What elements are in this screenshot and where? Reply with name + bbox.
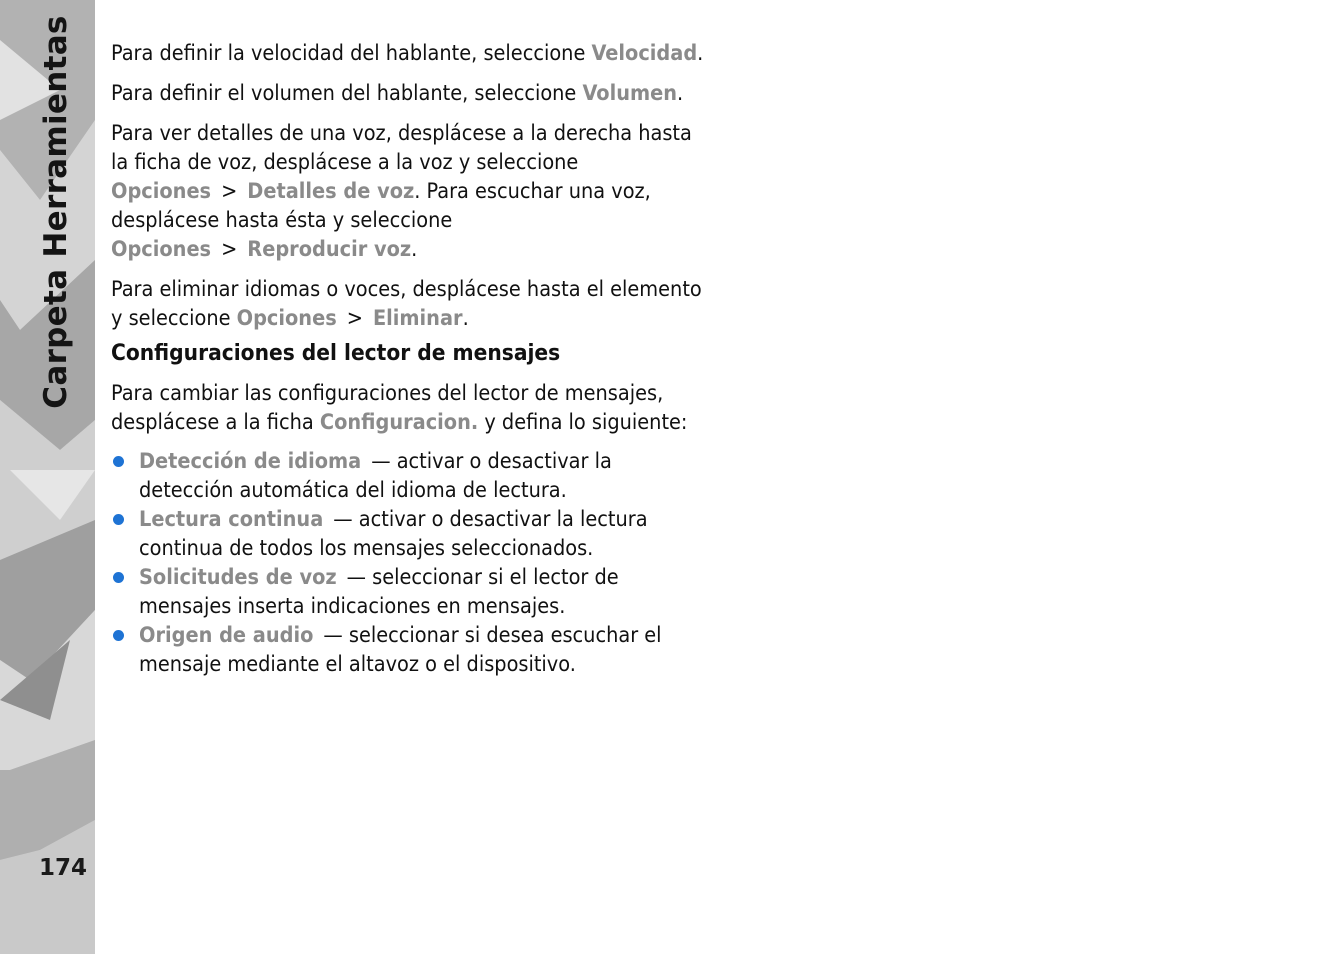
paragraph-text: Para definir la velocidad del hablante, seleccione (111, 41, 592, 66)
paragraph-text: y defina lo siguiente: (478, 410, 688, 435)
paragraph-intro (111, 379, 711, 437)
setting-description: — seleccionar si el lector de mensajes inserta indicaciones en mensajes. (139, 565, 619, 619)
section-heading: Configuraciones del lector de mensajes (111, 340, 561, 366)
setting-term: Lectura continua (139, 507, 324, 532)
sidebar (0, 0, 95, 954)
setting-description: — activar o desactivar la detección automática del idioma de lectura. (139, 449, 612, 503)
menu-separator: > (221, 237, 238, 262)
paragraph-details (111, 119, 711, 264)
paragraph-delete (111, 275, 711, 333)
paragraph-text: Para eliminar idiomas o voces, desplácese hasta el elemento y seleccione (111, 277, 702, 331)
punctuation: . (411, 237, 418, 262)
keyword-eliminar: Eliminar (372, 306, 463, 331)
main-content (111, 39, 711, 679)
keyword-opciones: Opciones (111, 179, 212, 204)
menu-separator: > (346, 306, 363, 331)
setting-term: Origen de audio (139, 623, 314, 648)
keyword-configuracion: Configuracion. (319, 410, 479, 435)
bullet-icon (113, 630, 124, 641)
keyword-velocidad: Velocidad (591, 41, 698, 66)
keyword-detalles-de-voz: Detalles de voz (247, 179, 415, 204)
paragraph-text: . Para escuchar una voz, desplácese hasta ésta y seleccione (111, 179, 651, 233)
keyword-opciones: Opciones (236, 306, 337, 331)
punctuation: . (697, 41, 704, 66)
setting-description: — activar o desactivar la lectura continua de todos los mensajes seleccionados. (139, 507, 648, 561)
paragraph-text: Para ver detalles de una voz, desplácese a la derecha hasta la ficha de voz, desplácese a la voz y seleccione (111, 121, 692, 175)
page-number: 174 (39, 855, 88, 881)
list-item (111, 505, 711, 563)
punctuation: . (462, 306, 469, 331)
paragraph-text: Para cambiar las configuraciones del lector de mensajes, desplácese a la ficha (111, 381, 664, 435)
punctuation: . (677, 81, 684, 106)
paragraph-volume (111, 79, 711, 108)
bullet-icon (113, 572, 124, 583)
bullet-icon (113, 514, 124, 525)
setting-description: — seleccionar si desea escuchar el mensaje mediante el altavoz o el dispositivo. (139, 623, 662, 677)
chapter-title: Carpeta Herramientas (38, 15, 74, 409)
keyword-volumen: Volumen (582, 81, 678, 106)
list-item (111, 621, 711, 679)
menu-separator: > (221, 179, 238, 204)
setting-term: Solicitudes de voz (139, 565, 337, 590)
keyword-opciones: Opciones (111, 237, 212, 262)
list-item (111, 447, 711, 505)
paragraph-text: Para definir el volumen del hablante, seleccione (111, 81, 583, 106)
bullet-icon (113, 456, 124, 467)
list-item (111, 563, 711, 621)
paragraph-speed (111, 39, 711, 68)
setting-term: Detección de idioma (139, 449, 362, 474)
keyword-reproducir-voz: Reproducir voz (247, 237, 412, 262)
settings-list (111, 447, 711, 679)
